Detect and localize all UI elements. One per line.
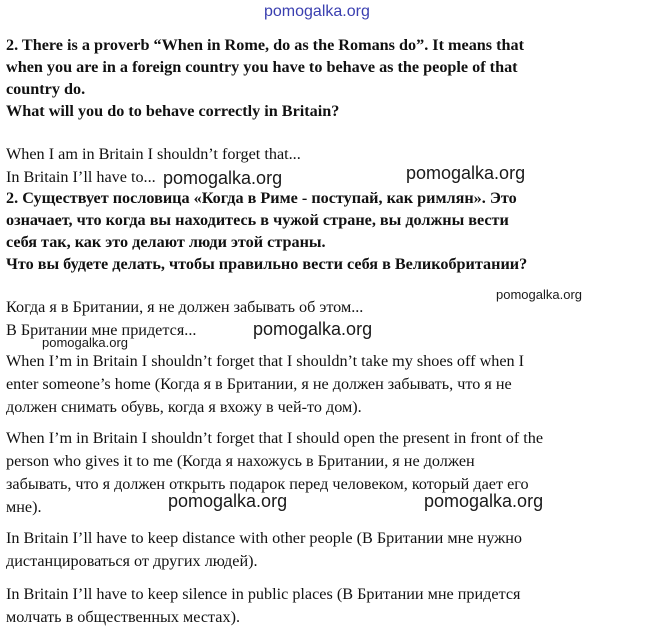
- answer-line: In Britain I’ll have to keep silence in public places (В Британии мне придется: [6, 585, 521, 603]
- task-english-line: country do.: [6, 80, 86, 98]
- answer-line: молчать в общественных местах).: [6, 608, 241, 626]
- watermark-text: pomogalka.org: [424, 491, 544, 511]
- task-russian-line: себя так, как это делают люди этой страны.: [6, 233, 326, 251]
- task-english: [6, 34, 640, 122]
- prompt-english-line: When I am in Britain I shouldn’t forget that...: [6, 145, 301, 163]
- answer-line: дистанцироваться от других людей).: [6, 552, 258, 570]
- watermark-text: pomogalka.org: [42, 335, 128, 350]
- prompt-russian-line: В Британии мне придется...: [6, 321, 197, 339]
- answer-paragraph-2: [6, 427, 640, 519]
- answer-paragraph-1: [6, 350, 640, 419]
- task-english-line: 2. There is a proverb “When in Rome, do as the Romans do”. It means that: [6, 36, 525, 54]
- watermark-text: pomogalka.org: [406, 163, 526, 183]
- watermark-text: pomogalka.org: [163, 168, 283, 188]
- task-russian-line: означает, что когда вы находитесь в чужой стране, вы должны вести: [6, 211, 509, 229]
- watermark-text: pomogalka.org: [168, 491, 288, 511]
- watermark-text: pomogalka.org: [496, 287, 582, 302]
- answer-paragraph-4: [6, 583, 640, 629]
- task-english-question: What will you do to behave correctly in Britain?: [6, 102, 340, 120]
- answer-line: person who gives it to me (Когда я нахожусь в Британии, я не должен: [6, 452, 475, 470]
- answer-line: In Britain I’ll have to keep distance with other people (В Британии мне нужно: [6, 529, 523, 547]
- watermark-logo: pomogalka.org: [264, 3, 370, 20]
- prompt-english: [6, 143, 640, 189]
- task-russian-question: Что вы будете делать, чтобы правильно вести себя в Великобритании?: [6, 255, 528, 273]
- prompt-russian-line: Когда я в Британии, я не должен забывать об этом...: [6, 298, 364, 316]
- task-russian-line: 2. Существует пословица «Когда в Риме - поступай, как римлян». Это: [6, 189, 517, 207]
- answer-line: должен снимать обувь, когда я вхожу в чей-то дом).: [6, 398, 362, 416]
- answer-line: When I’m in Britain I shouldn’t forget that I shouldn’t take my shoes off when I: [6, 352, 525, 370]
- task-russian: [6, 187, 640, 275]
- answer-paragraph-3: [6, 527, 640, 573]
- task-english-line: when you are in a foreign country you have to behave as the people of that: [6, 58, 518, 76]
- answer-line: забывать, что я должен открыть подарок перед человеком, который дает его: [6, 475, 529, 493]
- answer-line: enter someone’s home (Когда я в Британии, я не должен забывать, что я не: [6, 375, 512, 393]
- answer-line: мне).: [6, 498, 42, 516]
- prompt-english-line: In Britain I’ll have to...: [6, 168, 156, 186]
- answer-line: When I’m in Britain I shouldn’t forget that I should open the present in front of the: [6, 429, 544, 447]
- watermark-text: pomogalka.org: [253, 319, 373, 339]
